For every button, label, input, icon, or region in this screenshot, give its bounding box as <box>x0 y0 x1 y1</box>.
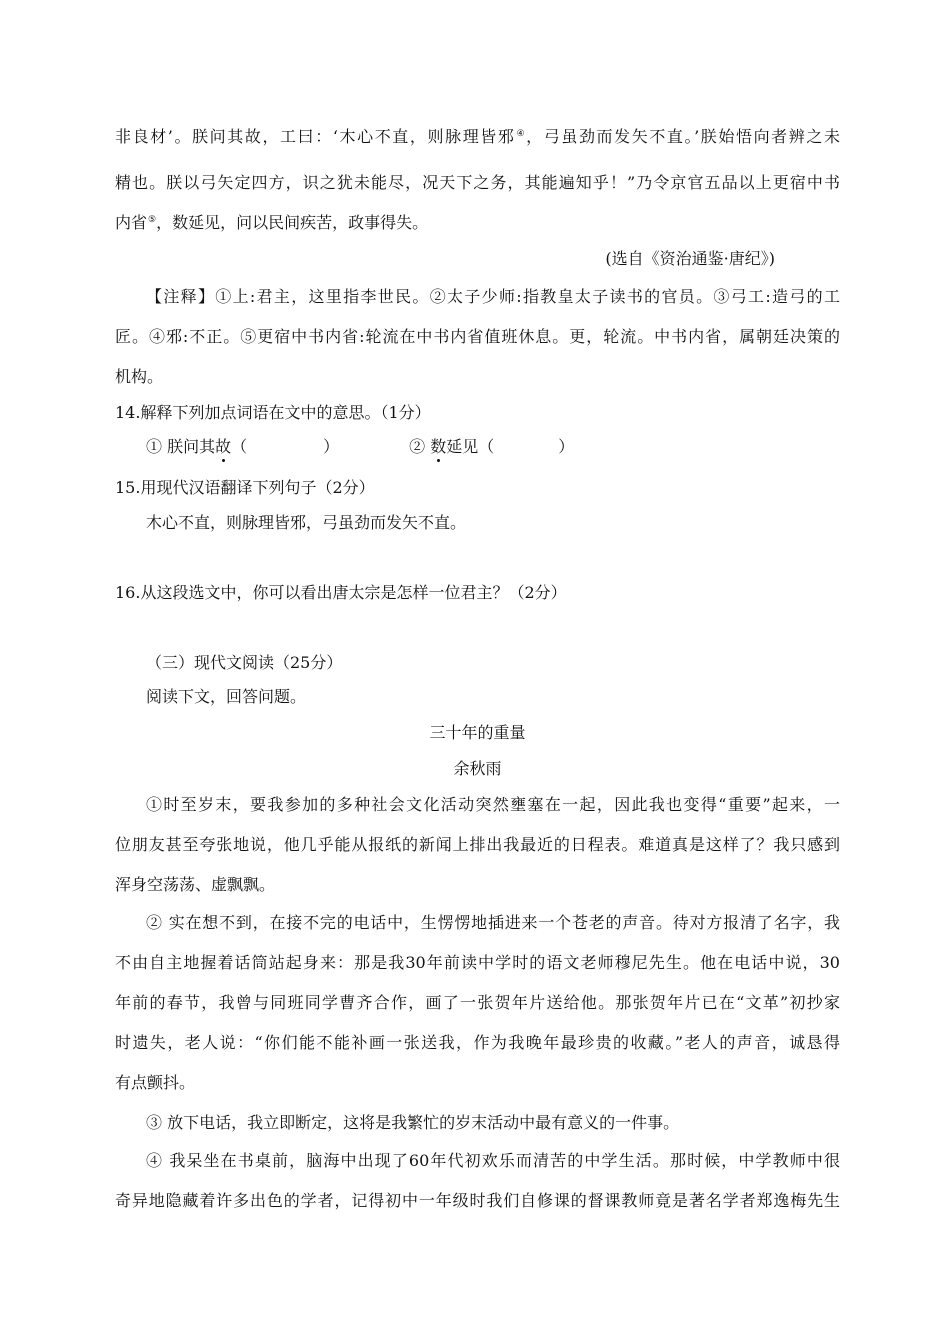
question-15-stem: 15.用现代汉语翻译下列句子（2分） <box>115 478 375 497</box>
article-line: 位朋友甚至夸张地说，他几乎能从报纸的新闻上排出我最近的日程表。难道真是这样了？我只感到 <box>115 835 840 854</box>
article-line: ④ 我呆坐在书桌前，脑海中出现了60年代初欢乐而清苦的中学生活。那时候，中学教师中很 <box>146 1151 840 1170</box>
note-marker: ⑤ <box>148 215 157 225</box>
article-line: ② 实在想不到，在接不完的电话中，生愣愣地插进来一个苍老的声音。待对方报清了名字，我 <box>146 913 840 932</box>
passage-text: ，弓虽劲而发矢不直。’朕始悟向者辨之未 <box>526 127 840 146</box>
article-line: 年前的春节，我曾与同班同学曹齐合作，画了一张贺年片送给他。那张贺年片已在“文革”初抄家 <box>115 993 840 1012</box>
notes-line: 机构。 <box>115 367 164 386</box>
article-line: 时遗失，老人说：“你们能不能补画一张送我，作为我晚年最珍贵的收藏。”老人的声音，诚恳得 <box>115 1033 840 1052</box>
question-14-items <box>146 434 871 457</box>
question-15-sentence: 木心不直，则脉理皆邪，弓虽劲而发矢不直。 <box>146 513 467 532</box>
item-text: ② <box>409 437 431 456</box>
article-author: 余秋雨 <box>453 759 502 778</box>
passage-line: 精也。朕以弓矢定四方，识之犹未能尽，况天下之务，其能遍知乎！”乃令京官五品以上更宿中书 <box>115 173 840 192</box>
item-text: 延见（ <box>446 437 495 456</box>
notes-line: 匠。④邪:不正。⑤更宿中书内省:轮流在中书内省值班休息。更，轮流。中书内省，属朝廷决策的 <box>115 327 840 346</box>
section-instruction: 阅读下文，回答问题。 <box>146 687 307 706</box>
passage-line <box>115 210 840 233</box>
item-text: ① 朕问其 <box>146 437 216 456</box>
question-16-stem: 16.从这段选文中，你可以看出唐太宗是怎样一位君主？（2分） <box>115 583 567 602</box>
article-line: ①时至岁末，要我参加的多种社会文化活动突然壅塞在一起，因此我也变得“重要”起来，一 <box>146 795 840 814</box>
question-14-stem: 14.解释下列加点词语在文中的意思。（1分） <box>115 403 431 422</box>
article-line: ③ 放下电话，我立即断定，这将是我繁忙的岁末活动中最有意义的一件事。 <box>146 1113 680 1132</box>
article-line: 奇异地隐藏着许多出色的学者，记得初中一年级时我们自修课的督课教师竟是著名学者郑逸梅先生 <box>115 1191 840 1210</box>
article-line: 有点颤抖。 <box>115 1073 196 1092</box>
passage-text: 非良材’。朕问其故，工曰：‘木心不直，则脉理皆邪 <box>115 127 516 146</box>
passage-text: 内省 <box>115 213 148 232</box>
dotted-char: 数 <box>430 437 447 456</box>
source-citation: (选自《资治通鉴·唐纪》) <box>605 249 775 268</box>
note-marker: ④ <box>516 129 527 139</box>
section-heading: （三）现代文阅读（25分） <box>146 653 343 672</box>
article-line: 不由自主地握着话筒站起身来：那是我30年前读中学时的语文老师穆尼先生。他在电话中说，30 <box>115 953 840 972</box>
passage-line <box>115 124 840 147</box>
dotted-char: 故 <box>215 437 232 456</box>
item-text: （ <box>231 437 248 456</box>
item-text: ） <box>558 437 575 456</box>
notes-line: 【注释】①上:君主，这里指李世民。②太子少师:指教皇太子读书的官员。③弓工:造弓的工 <box>146 287 840 306</box>
item-text: ） <box>323 437 340 456</box>
article-title: 三十年的重量 <box>429 723 526 742</box>
passage-text: ，数延见，问以民间疾苦，政事得失。 <box>156 213 429 232</box>
article-line: 浑身空荡荡、虚飘飘。 <box>115 875 276 894</box>
